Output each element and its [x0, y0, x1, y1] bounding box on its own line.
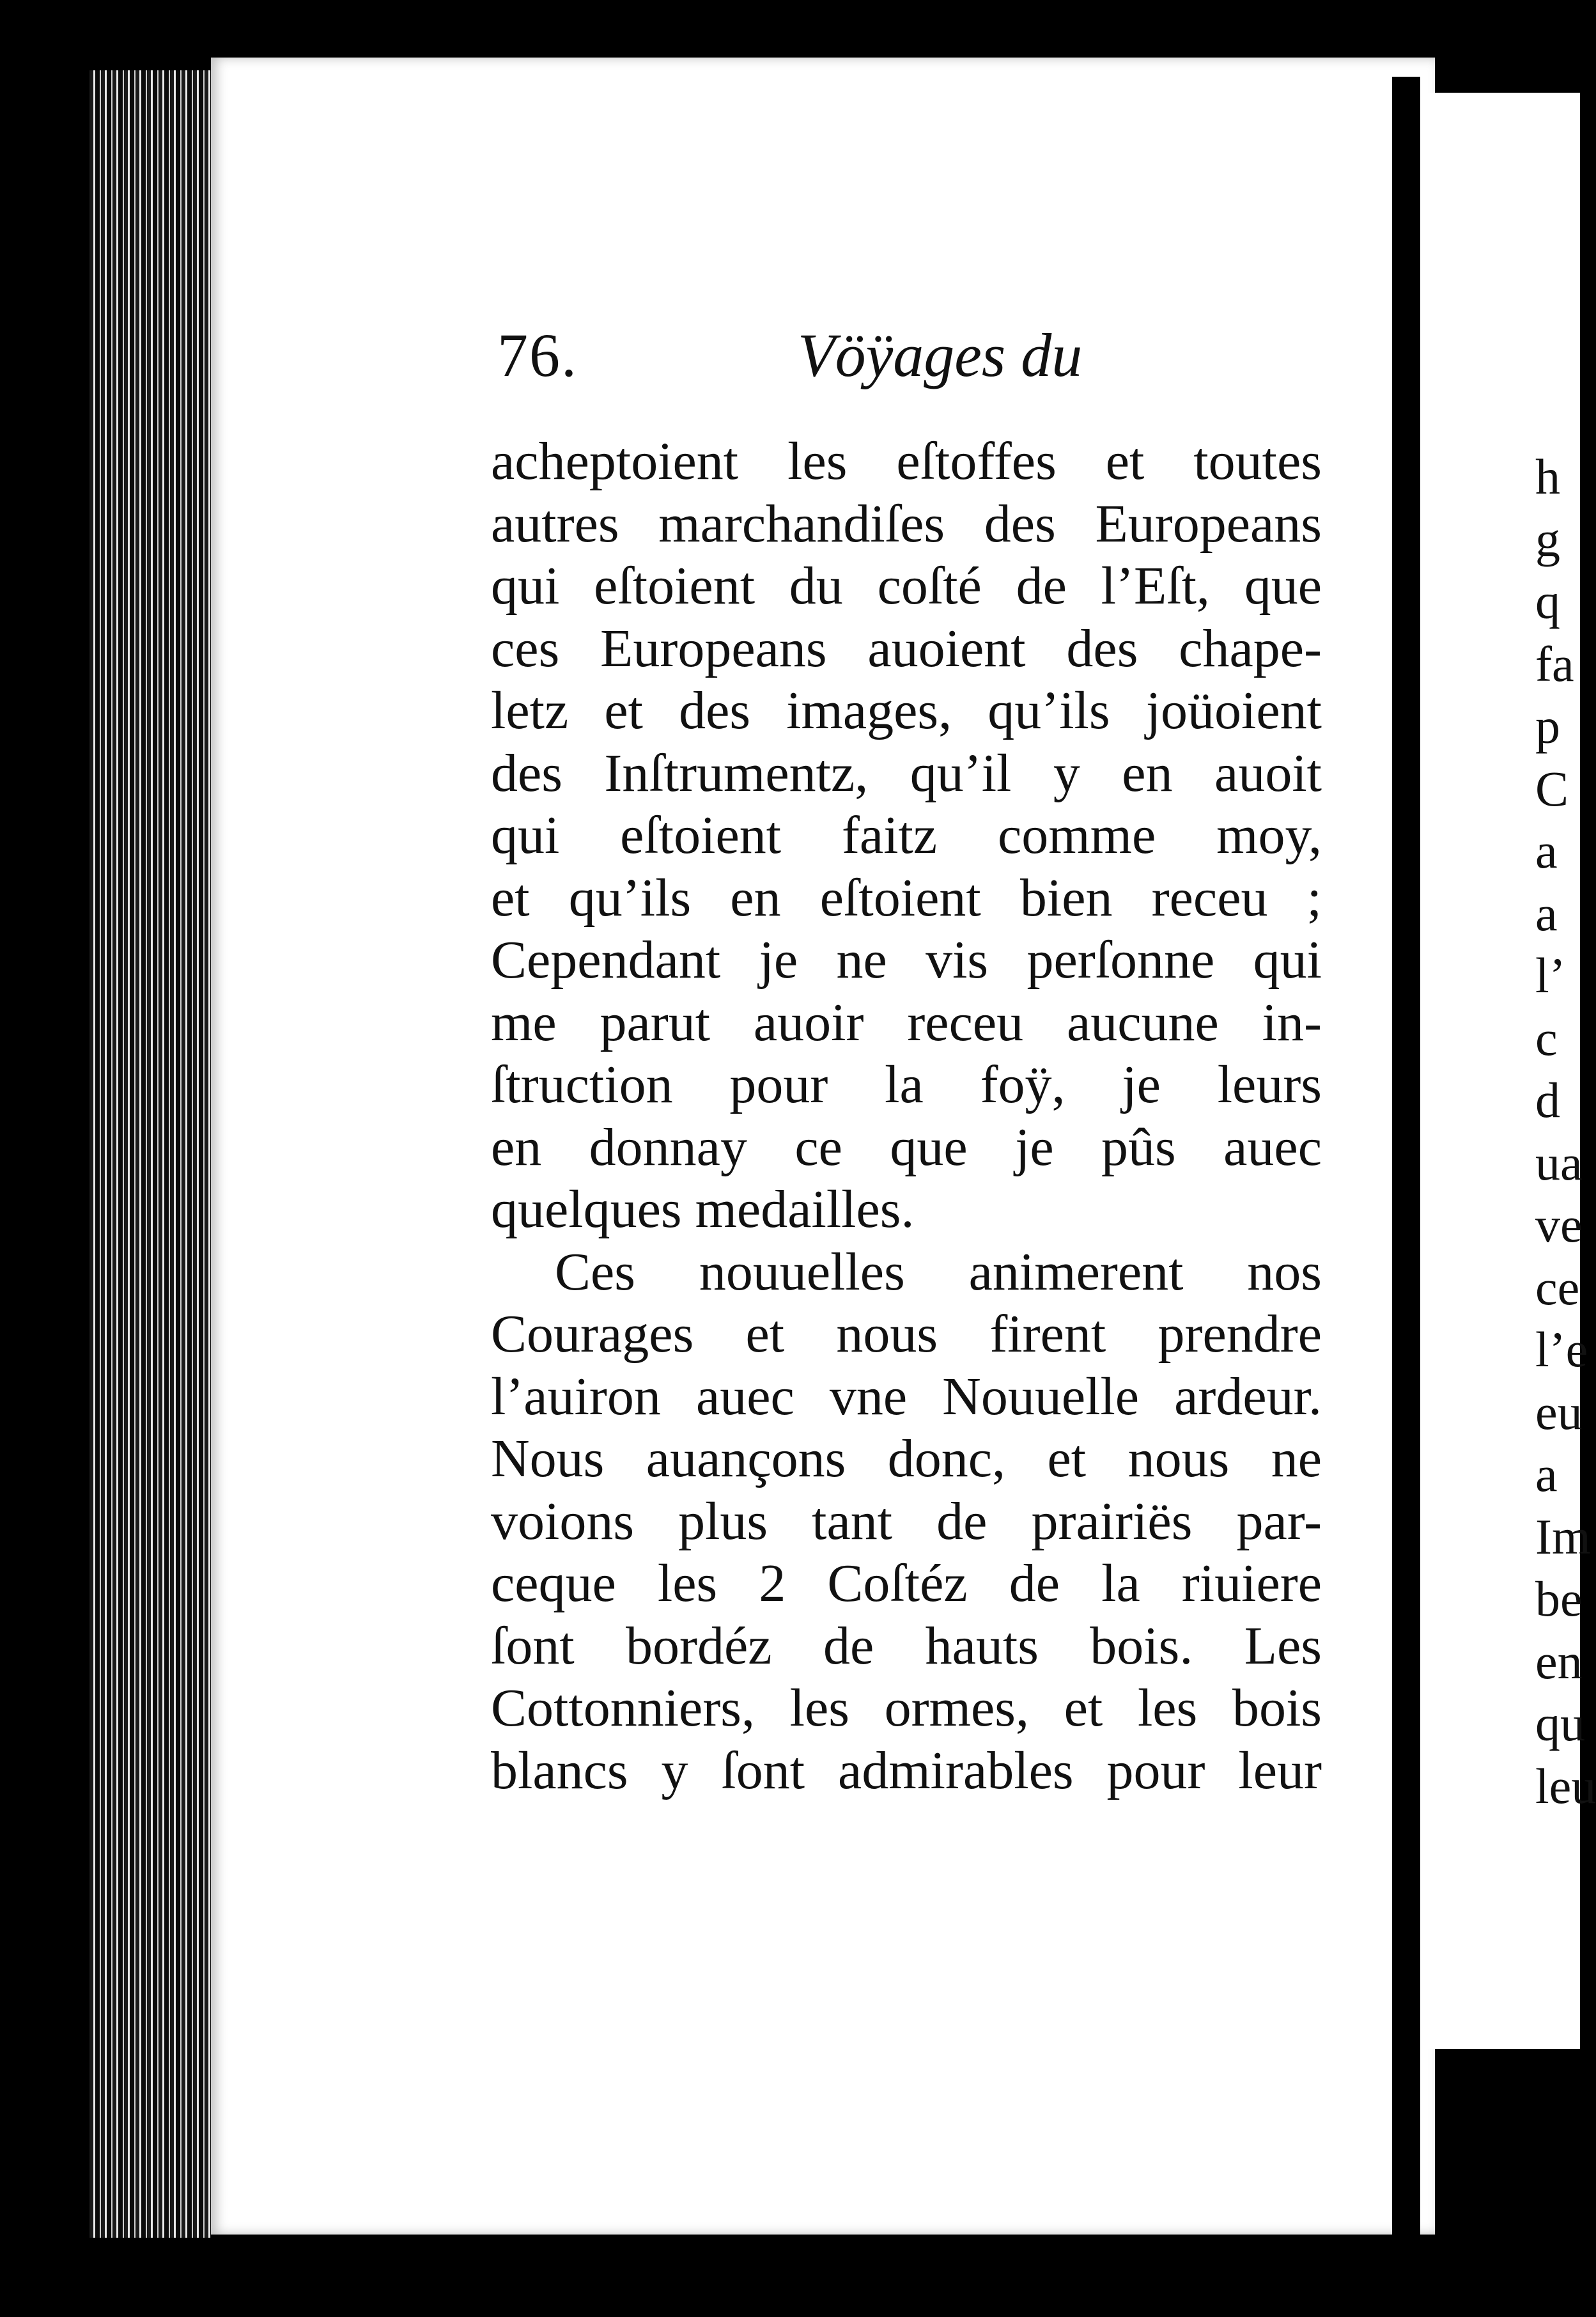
book-page-edges: [89, 70, 211, 2238]
facing-line: qu: [1535, 1696, 1585, 1751]
text-line: ces Europeans auoient des chape-: [491, 618, 1322, 678]
book-gutter: [1392, 77, 1420, 2251]
page-number: 76.: [497, 321, 578, 389]
facing-line: fa: [1535, 636, 1574, 692]
facing-page-text: [1535, 446, 1596, 1817]
facing-line: l’e: [1535, 1322, 1588, 1377]
facing-line: C: [1535, 760, 1569, 816]
text-line: Cottonniers, les ormes, et les bois: [491, 1678, 1322, 1738]
facing-line: ve: [1535, 1197, 1583, 1252]
facing-line: leu: [1535, 1758, 1596, 1814]
paragraph-first-line: Ces nouuelles animerent nos: [555, 1242, 1322, 1302]
text-line: qui eſtoient faitz comme moy,: [491, 806, 1322, 865]
text-line: voions plus tant de prairiës par-: [491, 1491, 1322, 1551]
facing-line: ua: [1535, 1134, 1583, 1190]
text-line: me parut auoir receu aucune in-: [491, 992, 1322, 1052]
running-title: Vöÿages du: [798, 321, 1083, 389]
running-head: [497, 320, 1322, 396]
text-line: ſont bordéz de hauts bois. Les: [491, 1616, 1322, 1676]
text-line: acheptoient les eſtoffes et toutes: [491, 432, 1322, 491]
text-line: qui eſtoient du coſté de l’Eſt, que: [491, 556, 1322, 616]
text-line: des Inſtrumentz, qu’il y en auoit: [491, 743, 1322, 803]
facing-line: Im: [1535, 1508, 1591, 1564]
text-line: autres marchandiſes des Europeans: [491, 494, 1322, 554]
facing-line: a: [1535, 1446, 1558, 1502]
body-text: [491, 430, 1322, 1802]
facing-line: a: [1535, 885, 1558, 941]
facing-line: h: [1535, 449, 1560, 504]
text-line: ſtruction pour la foÿ, je leurs: [491, 1055, 1322, 1114]
text-line: letz et des images, qu’ils joüoient: [491, 681, 1322, 740]
text-line: et qu’ils en eſtoient bien receu ;: [491, 868, 1322, 928]
text-line: blancs y ſont admirables pour leur: [491, 1740, 1322, 1800]
facing-line: c: [1535, 1010, 1558, 1066]
text-line: ceque les 2 Coſtéz de la riuiere: [491, 1554, 1322, 1613]
text-line: Courages et nous firent prendre: [491, 1304, 1322, 1364]
facing-line: ce: [1535, 1259, 1580, 1315]
facing-line: eu: [1535, 1384, 1583, 1440]
facing-line: q: [1535, 573, 1560, 629]
facing-line: l’: [1535, 948, 1566, 1003]
facing-line: be: [1535, 1571, 1583, 1627]
text-line: en donnay ce que je pûs auec: [491, 1117, 1322, 1177]
text-line: l’auiron auec vne Nouuelle ardeur.: [491, 1366, 1322, 1426]
text-line: quelques medailles.: [491, 1180, 915, 1239]
text-line: Nous auançons donc, et nous ne: [491, 1429, 1322, 1488]
facing-line: g: [1535, 511, 1560, 567]
facing-line: a: [1535, 823, 1558, 878]
text-line: Cependant je ne vis perſonne qui: [491, 930, 1322, 990]
facing-line: d: [1535, 1072, 1560, 1128]
facing-line: en: [1535, 1633, 1583, 1689]
facing-line: p: [1535, 698, 1560, 754]
